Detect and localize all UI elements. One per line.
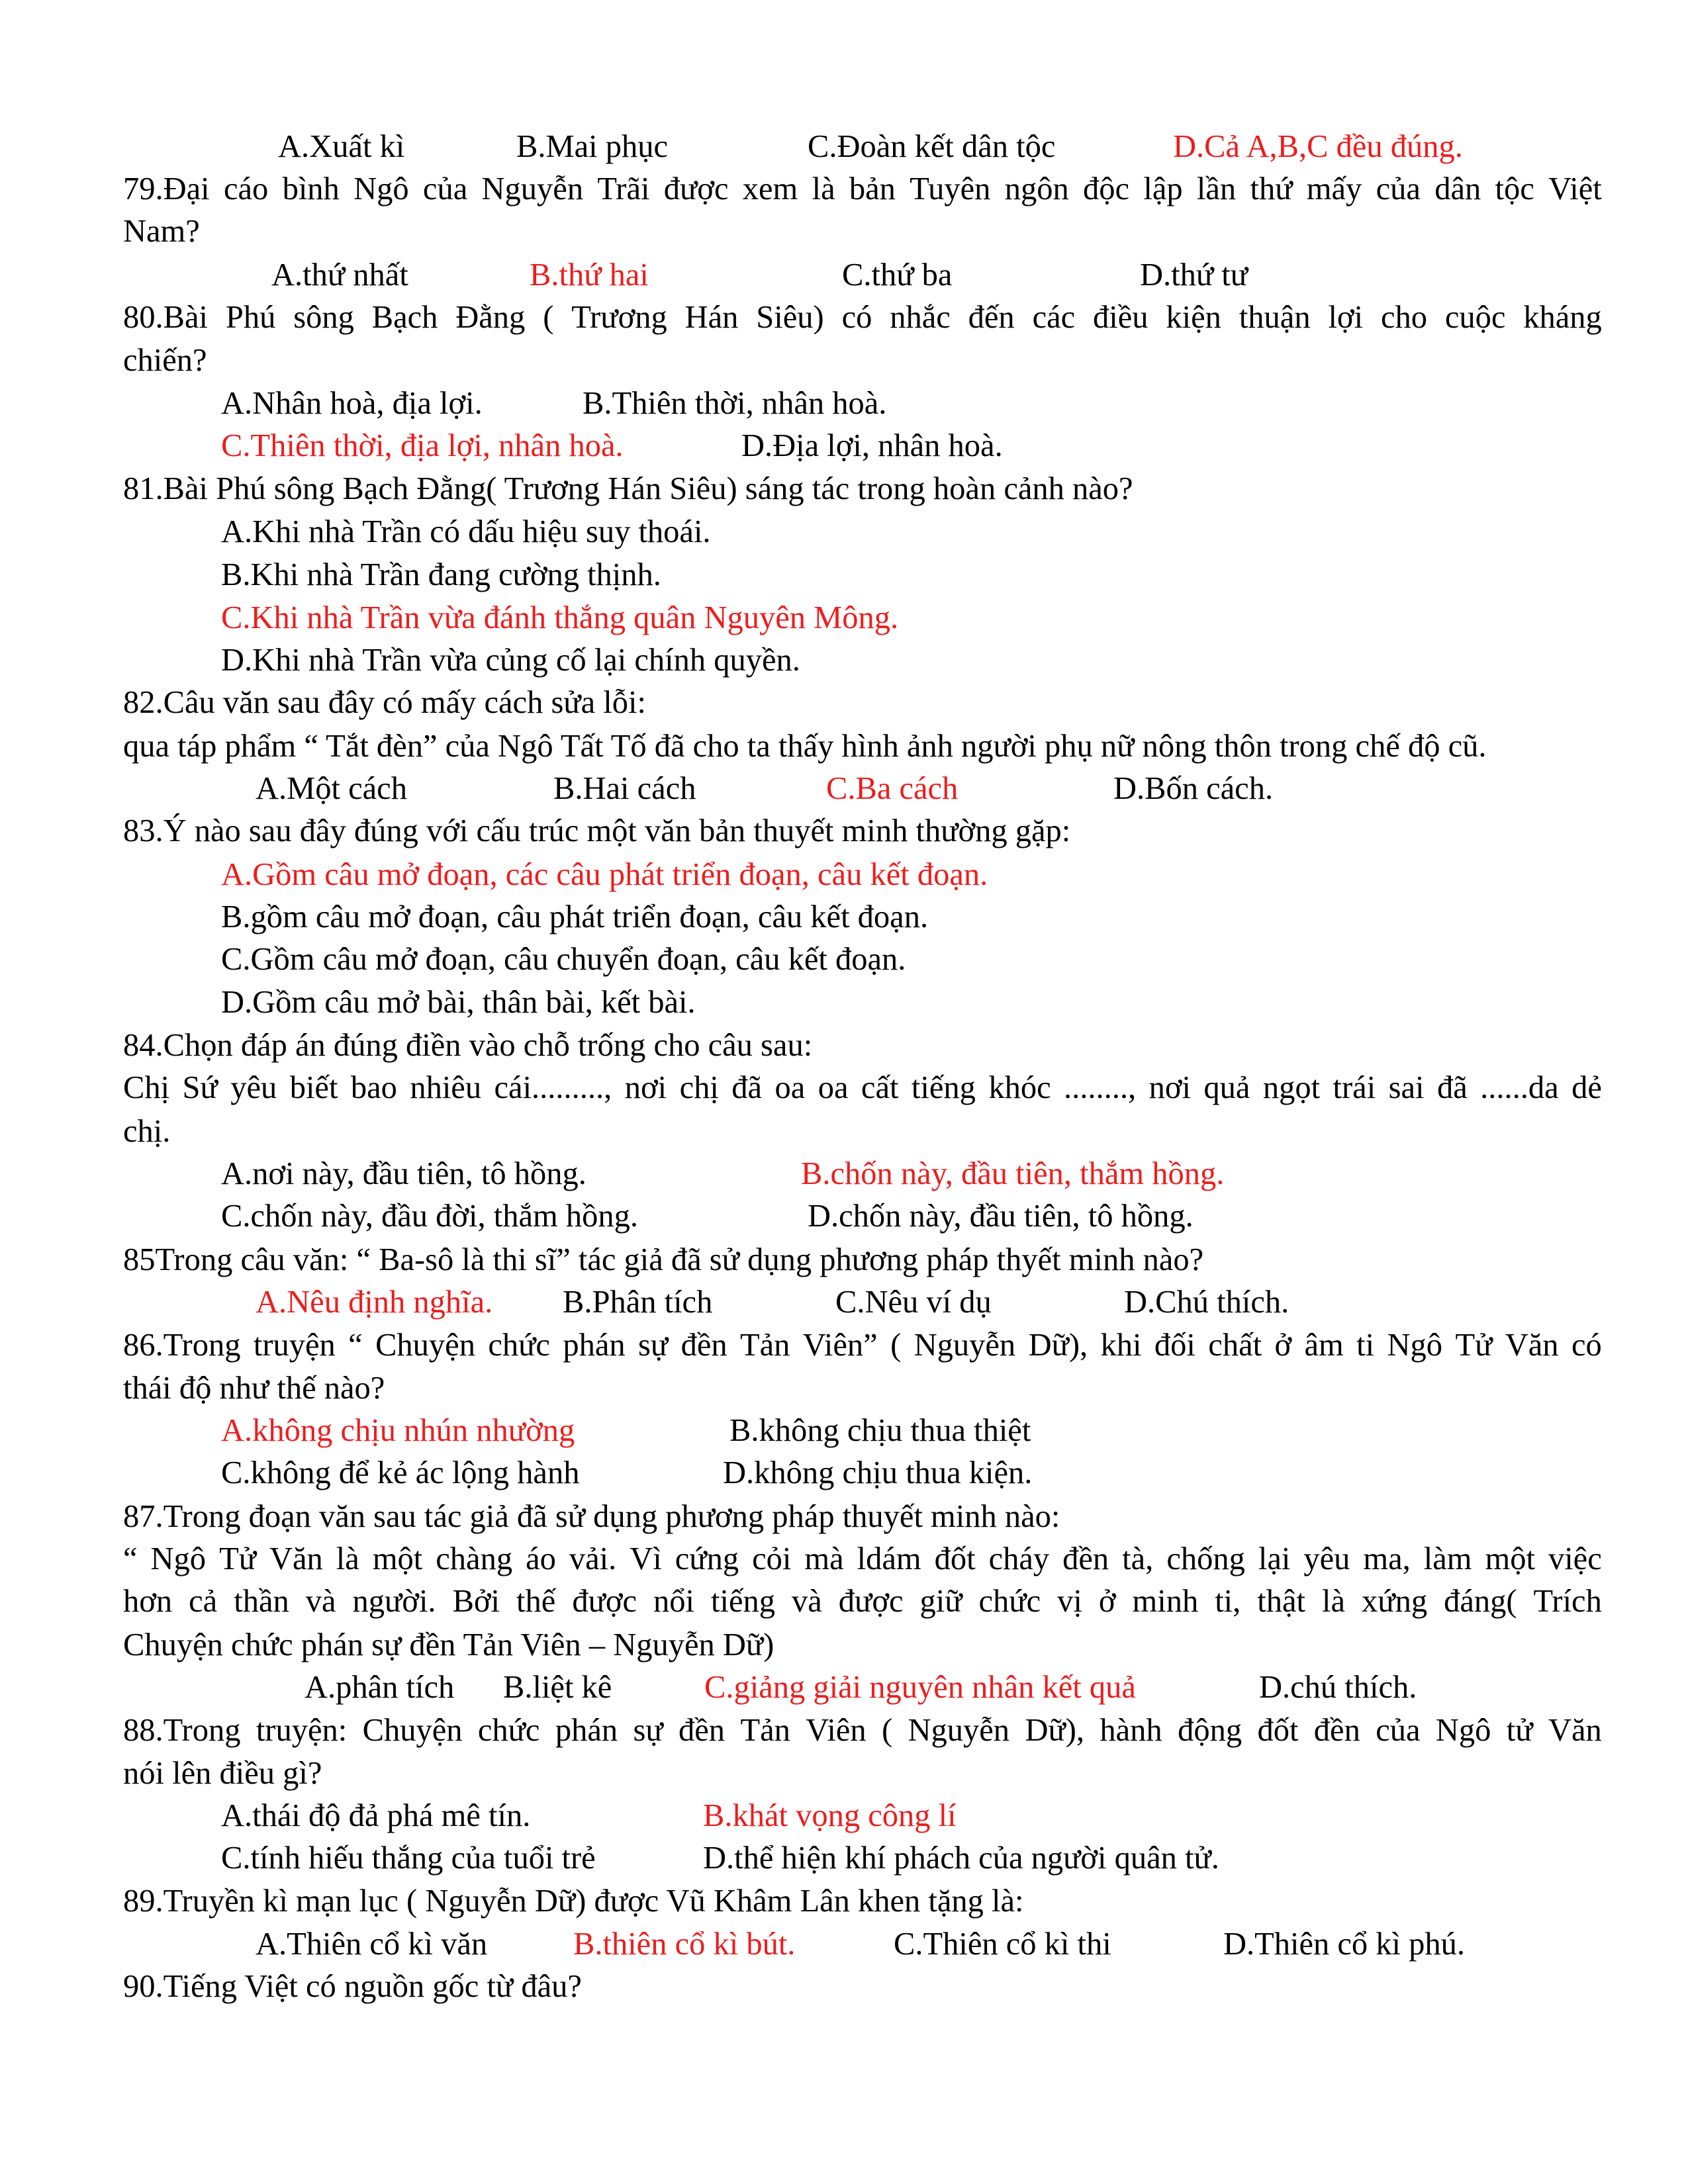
justified-word: cất <box>861 1070 899 1105</box>
q80-question-line1 <box>123 298 1602 339</box>
justified-word: cứng <box>675 1541 739 1576</box>
justified-word: áo <box>526 1541 556 1576</box>
justified-word: biết <box>289 1070 338 1105</box>
justified-word: 88.Trong <box>123 1713 241 1748</box>
q85-option-d: D.Chú thích. <box>1124 1285 1289 1320</box>
justified-word: tiếng <box>711 1584 775 1619</box>
q81-option-d: D.Khi nhà Trần vừa củng cố lại chính quyền. <box>221 643 800 678</box>
justified-word: của <box>422 171 468 206</box>
q87-quote-line2 <box>123 1582 1602 1623</box>
justified-word: thế <box>516 1584 556 1619</box>
justified-word: cáo <box>223 171 269 206</box>
justified-word: và <box>792 1584 822 1619</box>
q84-option-d: D.chốn này, đầu tiên, tô hồng. <box>808 1199 1194 1234</box>
q80-option-c-answer: C.Thiên thời, địa lợi, nhân hoà. <box>221 428 624 463</box>
justified-word: Trãi <box>597 171 650 206</box>
justified-word: Việt <box>1548 171 1602 206</box>
justified-word: dẻ <box>1571 1070 1602 1105</box>
justified-word: cả <box>189 1584 218 1619</box>
justified-word: Bạch <box>371 300 438 335</box>
justified-word: Hán <box>684 300 739 335</box>
q81-option-c-answer: C.Khi nhà Trần vừa đánh thắng quân Nguyên Mông. <box>221 600 899 635</box>
justified-word: Tử <box>1455 1328 1493 1363</box>
justified-word: cuộc <box>1444 300 1506 335</box>
justified-word: ti <box>1356 1328 1375 1363</box>
q80-question-line2: chiến? <box>123 343 207 378</box>
justified-word: ti, <box>1215 1584 1241 1619</box>
justified-word: là <box>336 1541 359 1576</box>
justified-word: của <box>1376 1713 1421 1748</box>
justified-word: đáng( <box>1444 1584 1517 1619</box>
q84-option-a: A.nơi này, đầu tiên, tô hồng. <box>221 1156 586 1191</box>
q87-quote-line3: Chuyện chức phán sự đền Tản Viên – Nguyễn Dữ) <box>123 1627 774 1662</box>
justified-word: các <box>1032 300 1076 335</box>
q78-option-d-answer: D.Cả A,B,C đều đúng. <box>1173 129 1463 164</box>
justified-word: đến <box>968 300 1015 335</box>
justified-word: 79.Đại <box>123 171 210 206</box>
justified-word: Đằng <box>455 300 526 335</box>
q79-question-line1 <box>123 169 1602 210</box>
justified-word: vị <box>1057 1584 1082 1619</box>
justified-word: được <box>663 171 729 206</box>
justified-word: một <box>1485 1541 1535 1576</box>
justified-word: chất <box>1208 1328 1262 1363</box>
q79-option-b-answer: B.thứ hai <box>530 257 649 293</box>
justified-word: chống <box>1166 1541 1245 1576</box>
justified-word: và <box>305 1584 336 1619</box>
q88-question-line1 <box>123 1711 1602 1752</box>
justified-word: độc <box>1083 171 1130 206</box>
justified-word: được <box>838 1584 904 1619</box>
justified-word: Viên <box>806 1713 867 1748</box>
justified-word: Tuyên <box>910 171 991 206</box>
justified-word: sai <box>1388 1070 1425 1105</box>
justified-word: Văn <box>269 1541 323 1576</box>
justified-word: chức <box>488 1328 550 1363</box>
justified-word: nhiêu <box>410 1070 482 1105</box>
justified-word: chức <box>978 1584 1041 1619</box>
justified-word: đền <box>679 1713 726 1748</box>
justified-word: chị <box>679 1070 719 1105</box>
justified-word: trái <box>1333 1070 1376 1105</box>
justified-word: ........, <box>1064 1070 1137 1105</box>
q81-question: 81.Bài Phú sông Bạch Đằng( Trương Hán Siêu) sáng tác trong hoàn cảnh nào? <box>123 471 1133 506</box>
justified-word: nổi <box>653 1584 695 1619</box>
q86-option-b: B.không chịu thua thiệt <box>729 1413 1031 1448</box>
justified-word: Dữ), <box>1028 1328 1088 1363</box>
q86-question-line2: thái độ như thế nào? <box>123 1371 385 1406</box>
q87-option-c-answer: C.giảng giải nguyên nhân kết quả <box>704 1670 1136 1705</box>
q89-option-d: D.Thiên cổ kì phú. <box>1223 1927 1466 1962</box>
q83-option-b: B.gồm câu mở đoạn, câu phát triển đoạn, câu kết đoạn. <box>221 899 929 934</box>
justified-word: bản <box>849 171 896 206</box>
justified-word: việc <box>1548 1541 1602 1576</box>
q82-option-a: A.Một cách <box>256 771 407 806</box>
justified-word: người. <box>352 1584 436 1619</box>
justified-word: ở <box>1274 1328 1292 1363</box>
justified-word: Ngô <box>1387 1328 1443 1363</box>
q78-option-c: C.Đoàn kết dân tộc <box>808 129 1056 164</box>
q90-question: 90.Tiếng Việt có nguồn gốc từ đâu? <box>123 1969 582 2004</box>
justified-word: của <box>1376 171 1421 206</box>
justified-word: Nguyễn <box>914 1328 1016 1363</box>
justified-word: nơi <box>1149 1070 1191 1105</box>
q80-option-a: A.Nhân hoà, địa lợi. <box>221 386 483 421</box>
justified-word: là <box>812 171 835 206</box>
justified-word: Trích <box>1533 1584 1602 1619</box>
justified-word: 86.Trong <box>123 1328 241 1363</box>
q79-question-line2: Nam? <box>123 214 200 249</box>
q89-option-b-answer: B.thiên cổ kì bút. <box>573 1927 796 1962</box>
justified-word: ma, <box>1363 1541 1411 1576</box>
justified-word: thứ <box>1250 171 1293 206</box>
q85-option-c: C.Nêu ví dụ <box>835 1285 992 1320</box>
justified-word: lợi <box>1328 300 1364 335</box>
q82-option-c-answer: C.Ba cách <box>826 771 959 806</box>
justified-word: ngọt <box>1262 1070 1321 1105</box>
justified-word: lại <box>1258 1541 1291 1576</box>
q85-option-b: B.Phân tích <box>563 1285 713 1320</box>
justified-word: âm <box>1304 1328 1344 1363</box>
justified-word: Tản <box>740 1713 790 1748</box>
justified-word: ......da <box>1480 1070 1559 1105</box>
justified-word: hơn <box>123 1584 173 1619</box>
justified-word: phán <box>563 1328 626 1363</box>
justified-word: đã <box>1436 1070 1468 1105</box>
justified-word: đốt <box>934 1541 976 1576</box>
justified-word: có <box>1571 1328 1602 1363</box>
q87-option-b: B.liệt kê <box>503 1670 612 1705</box>
justified-word: Ngô <box>150 1541 207 1576</box>
q84-sentence-line1 <box>123 1068 1602 1109</box>
justified-word: “ <box>123 1541 138 1576</box>
justified-word: yêu <box>1303 1541 1350 1576</box>
justified-word: điều <box>1093 300 1149 335</box>
justified-word: tà, <box>1122 1541 1154 1576</box>
justified-word: cái........., <box>494 1070 612 1105</box>
justified-word: sự <box>633 1713 663 1748</box>
justified-word: chàng <box>436 1541 513 1576</box>
justified-word: mấy <box>1306 171 1362 206</box>
q84-option-c: C.chốn này, đầu đời, thắm hồng. <box>221 1199 639 1234</box>
q88-option-a: A.thái độ đả phá mê tín. <box>221 1798 531 1833</box>
justified-word: một <box>372 1541 423 1576</box>
q85-option-a-answer: A.Nêu định nghĩa. <box>256 1285 493 1320</box>
justified-word: hành <box>1100 1713 1162 1748</box>
justified-word: Chuyện <box>375 1328 475 1363</box>
q89-question: 89.Truyền kì mạn lục ( Nguyễn Dữ) được Vũ Khâm Lân khen tặng là: <box>123 1884 1024 1919</box>
justified-word: bao <box>350 1070 397 1105</box>
justified-word: tử <box>1506 1713 1533 1748</box>
q87-option-d: D.chú thích. <box>1259 1670 1417 1705</box>
justified-word: lập <box>1143 171 1183 206</box>
q83-option-c: C.Gồm câu mở đoạn, câu chuyển đoạn, câu kết đoạn. <box>221 942 906 977</box>
justified-word: xứng <box>1362 1584 1428 1619</box>
justified-word: Tản <box>739 1328 790 1363</box>
justified-word: Nguyễn <box>908 1713 1010 1748</box>
justified-word: cho <box>1380 300 1427 335</box>
justified-word: dân <box>1434 171 1481 206</box>
justified-word: kiện <box>1166 300 1221 335</box>
justified-word: thuận <box>1239 300 1311 335</box>
justified-word: nơi <box>624 1070 667 1105</box>
q88-question-line2: nói lên điều gì? <box>123 1756 322 1791</box>
justified-word: Ngô <box>353 171 409 206</box>
justified-word: Chị <box>123 1070 170 1105</box>
q84-sentence-line2: chị. <box>123 1114 171 1149</box>
q79-option-c: C.thứ ba <box>842 257 953 293</box>
q82-option-d: D.Bốn cách. <box>1113 771 1274 806</box>
justified-word: Sứ <box>182 1070 218 1105</box>
q85-question: 85Trong câu văn: “ Ba-sô là thi sĩ” tác giả đã sử dụng phương pháp thyết minh nào? <box>123 1242 1204 1277</box>
justified-word: chức <box>477 1713 540 1748</box>
justified-word: Viên” <box>802 1328 878 1363</box>
q82-option-b: B.Hai cách <box>553 771 696 806</box>
justified-word: Vì <box>630 1541 662 1576</box>
justified-word: ( <box>890 1328 902 1363</box>
justified-word: Văn <box>1548 1713 1602 1748</box>
q78-option-a: A.Xuất kì <box>278 129 405 164</box>
justified-word: giữ <box>919 1584 962 1619</box>
justified-word: làm <box>1423 1541 1472 1576</box>
justified-word: Ngô <box>1435 1713 1491 1748</box>
justified-word: Siêu) <box>756 300 824 335</box>
q81-option-b: B.Khi nhà Trần đang cường thịnh. <box>221 557 661 592</box>
justified-word: ( <box>543 300 554 335</box>
justified-word: kháng <box>1523 300 1602 335</box>
justified-word: ngôn <box>1004 171 1069 206</box>
justified-word: minh <box>1132 1584 1199 1619</box>
justified-word: oa <box>774 1070 806 1105</box>
justified-word: phán <box>555 1713 618 1748</box>
justified-word: 80.Bài <box>123 300 208 335</box>
justified-word: “ <box>348 1328 363 1363</box>
justified-word: cháy <box>988 1541 1050 1576</box>
justified-word: đối <box>1154 1328 1196 1363</box>
justified-word: Trương <box>571 300 667 335</box>
justified-word: khi <box>1100 1328 1142 1363</box>
justified-word: quả <box>1203 1070 1250 1105</box>
justified-word: Phú <box>225 300 276 335</box>
q87-question: 87.Trong đoạn văn sau tác giả đã sử dụng phương pháp thuyết minh nào: <box>123 1499 1060 1534</box>
justified-word: đền <box>1062 1541 1109 1576</box>
q86-option-d: D.không chịu thua kiện. <box>723 1455 1033 1490</box>
q83-option-d: D.Gồm câu mở bài, thân bài, kết bài. <box>221 985 696 1020</box>
justified-word: động <box>1178 1713 1243 1748</box>
justified-word: tộc <box>1495 171 1534 206</box>
q86-option-a-answer: A.không chịu nhún nhường <box>221 1413 575 1448</box>
q87-option-a: A.phân tích <box>305 1670 455 1705</box>
q88-option-c: C.tính hiếu thắng của tuổi trẻ <box>221 1841 596 1876</box>
justified-word: khóc <box>988 1070 1051 1105</box>
justified-word: ( <box>881 1713 893 1748</box>
q89-option-c: C.Thiên cổ kì thi <box>894 1927 1111 1962</box>
justified-word: Dữ), <box>1025 1713 1085 1748</box>
justified-word: mà <box>804 1541 844 1576</box>
justified-word: tiếng <box>911 1070 976 1105</box>
justified-word: truyện: <box>256 1713 348 1748</box>
q82-question: 82.Câu văn sau đây có mấy cách sửa lỗi: <box>123 685 646 720</box>
q88-option-b-answer: B.khát vọng công lí <box>703 1798 957 1833</box>
justified-word: nhắc <box>890 300 951 335</box>
q80-option-d: D.Địa lợi, nhân hoà. <box>741 428 1003 463</box>
q86-question-line1 <box>123 1326 1602 1367</box>
justified-word: thần <box>234 1584 289 1619</box>
justified-word: đốt <box>1257 1713 1299 1748</box>
justified-word: Tử <box>219 1541 256 1576</box>
justified-word: truyện <box>253 1328 336 1363</box>
justified-word: có <box>841 300 872 335</box>
justified-word: sông <box>293 300 354 335</box>
justified-word: bình <box>282 171 340 206</box>
justified-word: lần <box>1196 171 1237 206</box>
justified-word: Văn <box>1505 1328 1559 1363</box>
justified-word: sự <box>638 1328 669 1363</box>
justified-word: yêu <box>230 1070 277 1105</box>
justified-word: đã <box>731 1070 763 1105</box>
q79-option-a: A.thứ nhất <box>271 257 408 293</box>
q87-quote-line1 <box>123 1539 1602 1580</box>
justified-word: oa <box>818 1070 849 1105</box>
q84-option-b-answer: B.chốn này, đầu tiên, thắm hồng. <box>801 1156 1225 1191</box>
q84-question: 84.Chọn đáp án đúng điền vào chỗ trống cho câu sau: <box>123 1028 813 1063</box>
q83-question: 83.Ý nào sau đây đúng với cấu trúc một văn bản thuyết minh thường gặp: <box>123 813 1071 848</box>
q82-sentence: qua táp phẩm “ Tắt đèn” của Ngô Tất Tố đã cho ta thấy hình ảnh người phụ nữ nông thôn trong chế độ cũ. <box>123 729 1487 764</box>
justified-word: vải. <box>569 1541 617 1576</box>
q78-option-b: B.Mai phục <box>516 129 669 164</box>
q81-option-a: A.Khi nhà Trần có dấu hiệu suy thoái. <box>221 514 711 549</box>
justified-word: ldám <box>857 1541 921 1576</box>
justified-word: Nguyễn <box>481 171 584 206</box>
justified-word: cỏi <box>752 1541 792 1576</box>
q79-option-d: D.thứ tư <box>1140 257 1248 293</box>
q86-option-c: C.không để kẻ ác lộng hành <box>221 1455 580 1490</box>
q89-option-a: A.Thiên cổ kì văn <box>256 1927 488 1962</box>
justified-word: Bởi <box>452 1584 500 1619</box>
justified-word: Chuyện <box>362 1713 463 1748</box>
q83-option-a-answer: A.Gồm câu mở đoạn, các câu phát triển đoạn, câu kết đoạn. <box>221 857 988 892</box>
justified-word: là <box>1322 1584 1346 1619</box>
justified-word: được <box>572 1584 637 1619</box>
justified-word: xem <box>742 171 798 206</box>
justified-word: thật <box>1257 1584 1306 1619</box>
q88-option-d: D.thể hiện khí phách của người quân tử. <box>703 1841 1219 1876</box>
justified-word: đền <box>1313 1713 1360 1748</box>
q80-option-b: B.Thiên thời, nhân hoà. <box>583 386 887 421</box>
justified-word: đền <box>680 1328 727 1363</box>
justified-word: ở <box>1098 1584 1116 1619</box>
